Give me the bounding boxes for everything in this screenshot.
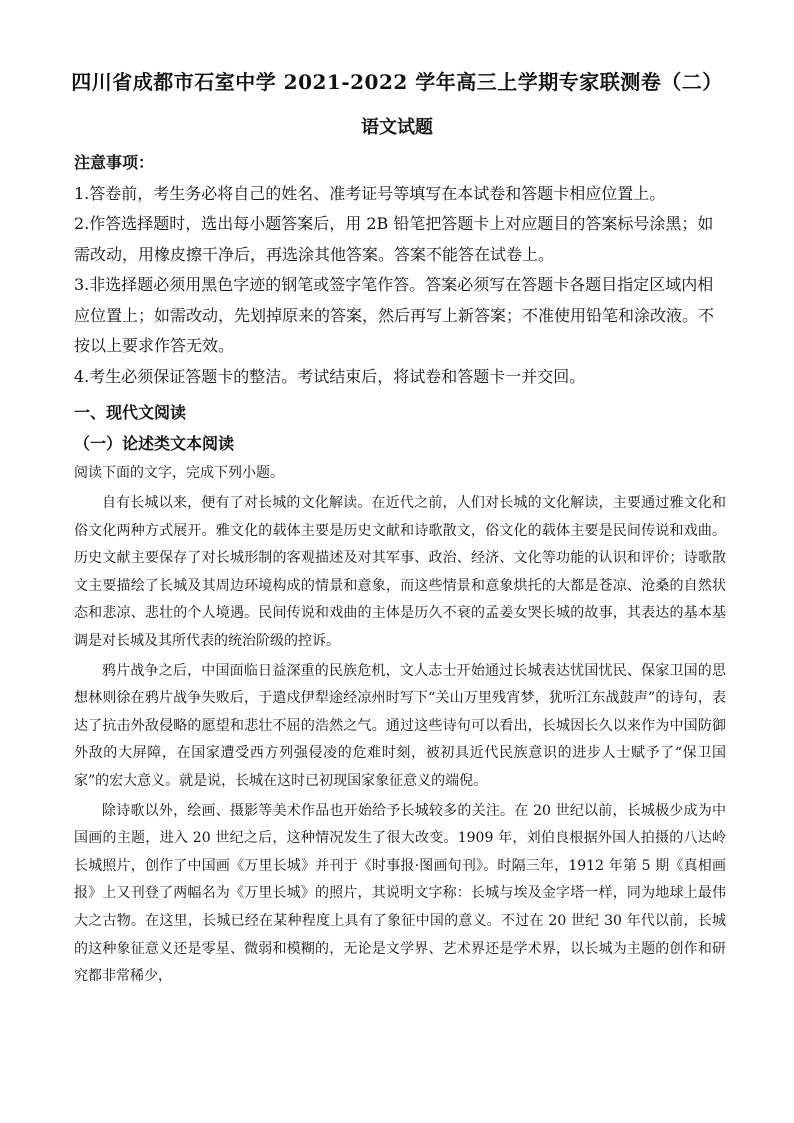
article-paragraph: 自有长城以来，便有了对长城的文化解读。在近代之前，人们对长城的文化解读，主要通过雅文化和俗文化两种方式展开。雅文化的载体主要是历史文献和诗歌散文，俗文化的载体主要是民间传说和戏曲。历史文献主要保存了对长城形制的客观描述及对其军事、政治、经济、文化等功能的认识和评价；诗歌散文主要描绘了长城及其周边环境构成的情景和意象，而这些情景和意象烘托的大都是苍凉、沧桑的自然状态和悲凉、悲壮的个人境遇。民间传说和戏曲的主体是历久不衰的孟姜女哭长城的故事，其表达的基本基调是对长城及其所代表的统治阶级的控诉。 <box>74 495 726 649</box>
notes-block <box>74 148 726 392</box>
article-body <box>74 490 726 993</box>
subsection-heading: （一）论述类文本阅读 <box>74 434 235 453</box>
notes-item: 1.答卷前，考生务必将自己的姓名、准考证号等填写在本试卷和答题卡相应位置上。 <box>74 183 666 203</box>
notes-item: 3.非选择题必须用黑色字迹的钢笔或签字笔作答。答案必须写在答题卡各题目指定区域内相应位置上；如需改动，先划掉原来的答案，然后再写上新答案；不准使用铅笔和涂改液。不按以上要求作答无效。 <box>74 275 715 355</box>
reading-instruction: 阅读下面的文字，完成下列小题。 <box>74 465 284 481</box>
article-paragraph: 除诗歌以外，绘画、摄影等美术作品也开始给予长城较多的关注。在 20 世纪以前，长城极少成为中国画的主题，进入 20 世纪之后，这种情况发生了很大改变。1909 年，刘伯良根据外国人拍摄的八达岭长城照片，创作了中国画《万里长城》并刊于《时事报·图画旬刊》。时隔三年，1912 年第 5 期《真相画报》上又刊登了两幅名为《万里长城》的照片，其说明文字称：长城与埃及金字塔一样，同为地球上最伟大之古物。在这里，长城已经在某种程度上具有了象征中国的意义。不过在 20 世纪 30 年代以前，长城的这种象征意义还是零星、微弱和模糊的，无论是文学界、艺术界还是学术界，以长城为主题的创作和研究都非常稀少， <box>74 802 726 985</box>
notes-item: 4.考生必须保证答题卡的整洁。考试结束后，将试卷和答题卡一并交回。 <box>74 366 586 386</box>
section-heading: 一、现代文阅读 <box>74 403 187 422</box>
notes-heading: 注意事项： <box>74 153 155 172</box>
exam-title: 四川省成都市石室中学 2021-2022 学年高三上学期专家联测卷（二） <box>71 70 723 94</box>
exam-subtitle: 语文试题 <box>361 117 433 138</box>
article-paragraph: 鸦片战争之后，中国面临日益深重的民族危机，文人志士开始通过长城表达忧国忧民、保家卫国的思想林则徐在鸦片战争失败后，于遣戍伊犁途经凉州时写下“关山万里残宵梦，犹听江东战鼓声”的诗句，表达了抗击外敌侵略的愿望和悲壮不屈的浩然之气。通过这些诗句可以看出，长城因长久以来作为中国防御外敌的大屏障，在国家遭受西方列强侵凌的危难时刻，被初具近代民族意识的进步人士赋予了“保卫国家”的宏大意义。就是说，长城在这时已初现国家象征意义的端倪。 <box>74 662 726 789</box>
notes-item: 2.作答选择题时，选出每小题答案后，用 2B 铅笔把答题卡上对应题目的答案标号涂黑；如需改动，用橡皮擦干净后，再选涂其他答案。答案不能答在试卷上。 <box>74 214 714 264</box>
